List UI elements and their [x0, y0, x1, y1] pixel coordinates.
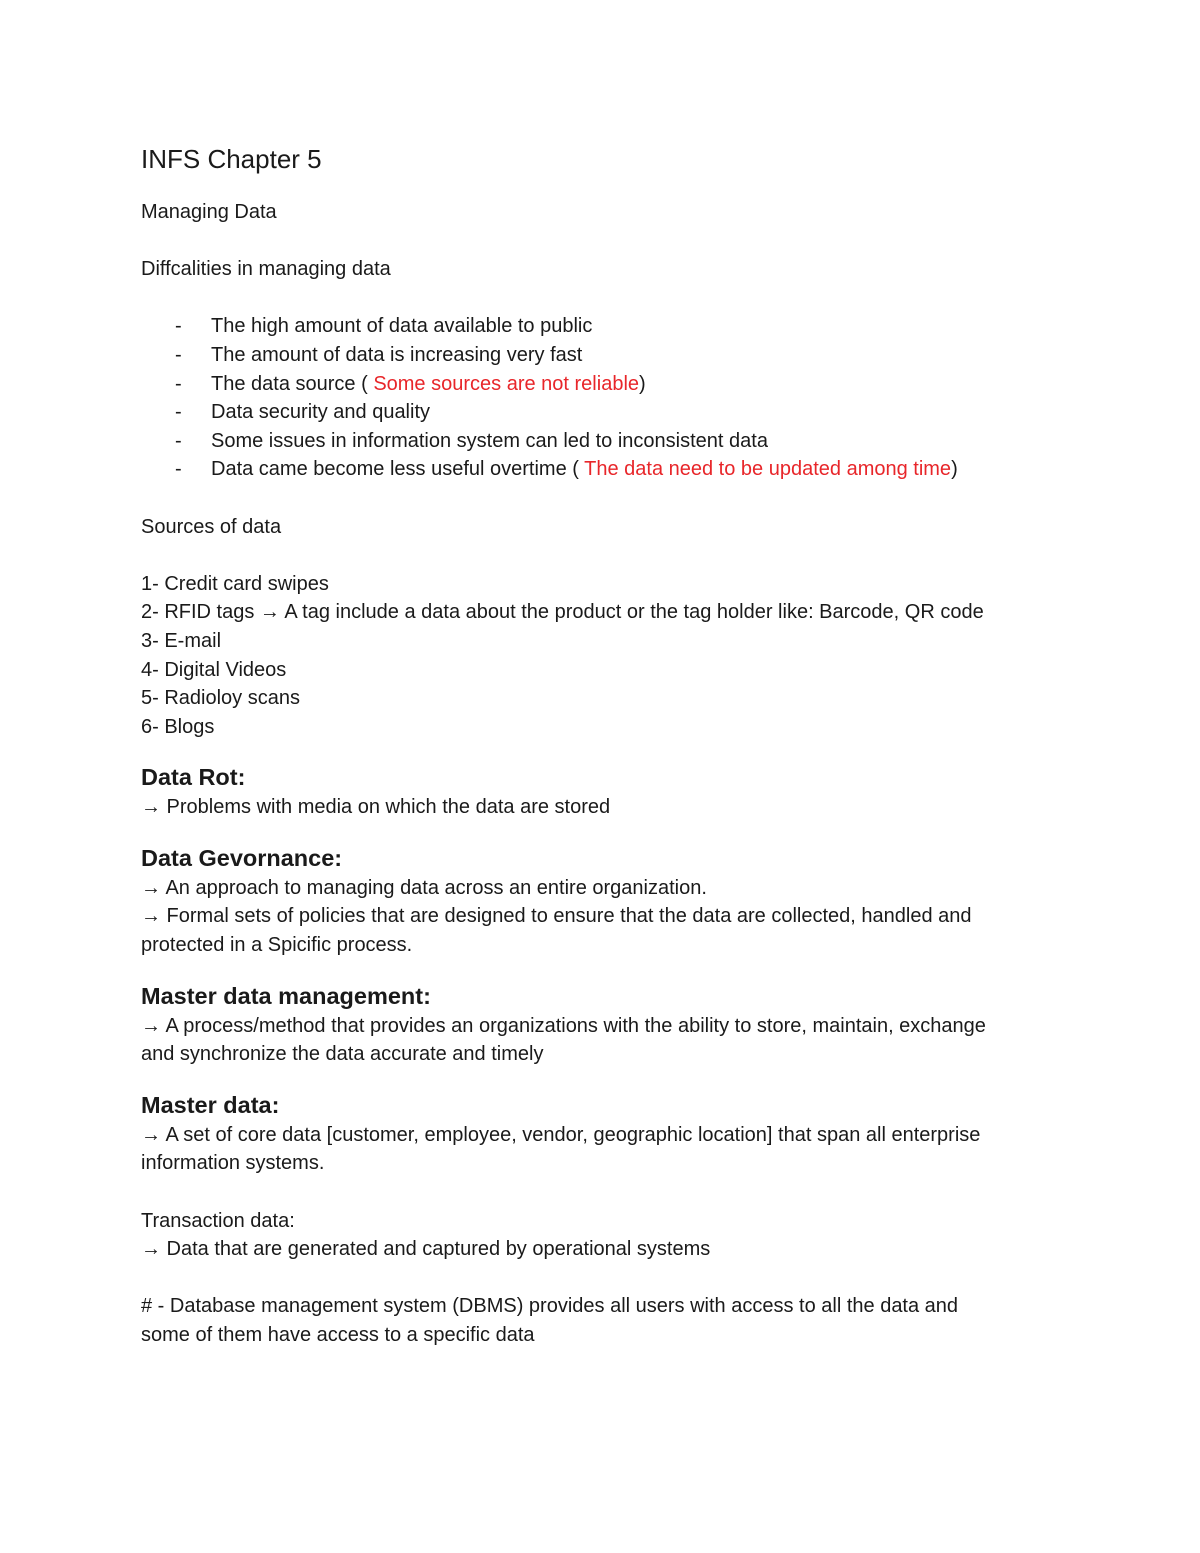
heading-master-data-management: Master data management: [141, 982, 431, 1009]
section-difficulties: Diffcalities in managing data [141, 258, 391, 281]
list-item-tail: ) [639, 372, 646, 395]
list-item-text: Data security and quality [211, 401, 431, 424]
heading-data-rot: Data Rot: [141, 764, 246, 791]
dash-bullet: - [175, 343, 182, 366]
list-item [141, 455, 1061, 484]
list-item-text: Some issues in information system can led to inconsistent data [211, 429, 768, 452]
source-item: 3- E-mail [141, 629, 222, 652]
transaction-data-line: → Data that are generated and captured by operational systems [141, 1238, 711, 1261]
transaction-data-label: Transaction data: [141, 1209, 295, 1232]
source-item: 6- Blogs [141, 715, 215, 738]
document-page [141, 140, 1061, 1350]
data-rot-line: → Problems with media on which the data are stored [141, 796, 611, 819]
source-item: 1- Credit card swipes [141, 572, 329, 595]
list-item-text: Data came become less useful overtime ( [211, 458, 585, 481]
dash-bullet: - [175, 401, 182, 424]
page-title: INFS Chapter 5 [141, 144, 322, 174]
list-item-text: The amount of data is increasing very fast [211, 343, 583, 366]
dash-bullet: - [175, 429, 182, 452]
sources-list [141, 570, 1061, 742]
list-item-text: The data source ( [211, 372, 374, 395]
dbms-note: # - Database management system (DBMS) provides all users with access to all the data and [141, 1295, 959, 1318]
mdm-line: → A process/method that provides an organizations with the ability to store, maintain, exchange [141, 1014, 986, 1037]
heading-data-governance: Data Gevornance: [141, 844, 343, 871]
data-governance-line: protected in a Spicific process. [141, 934, 413, 957]
heading-master-data: Master data: [141, 1091, 280, 1118]
list-item [141, 370, 1061, 399]
list-item [141, 312, 1061, 341]
list-item-tail: ) [951, 458, 958, 481]
source-item: 4- Digital Videos [141, 658, 287, 681]
list-item [141, 427, 1061, 456]
list-item-text: The high amount of data available to public [211, 315, 593, 338]
master-data-line: information systems. [141, 1152, 325, 1175]
list-item-note: The data need to be updated among time [584, 458, 952, 481]
source-item: 2- RFID tags → A tag include a data about the product or the tag holder like: Barcode, QR code [141, 601, 984, 624]
list-item [141, 398, 1061, 427]
difficulties-list [141, 312, 1061, 484]
dash-bullet: - [175, 458, 182, 481]
section-managing-data: Managing Data [141, 201, 277, 223]
section-sources: Sources of data [141, 515, 282, 538]
list-item [141, 341, 1061, 370]
dash-bullet: - [175, 315, 182, 338]
mdm-line: and synchronize the data accurate and timely [141, 1043, 544, 1066]
data-governance-line: → Formal sets of policies that are designed to ensure that the data are collected, handled and [141, 905, 972, 928]
source-item: 5- Radioloy scans [141, 687, 300, 710]
dash-bullet: - [175, 372, 182, 395]
dbms-note: some of them have access to a specific data [141, 1324, 535, 1346]
master-data-line: → A set of core data [customer, employee, vendor, geographic location] that span all enterprise [141, 1123, 981, 1146]
list-item-note: Some sources are not reliable [373, 372, 640, 395]
data-governance-line: → An approach to managing data across an entire organization. [141, 876, 707, 899]
